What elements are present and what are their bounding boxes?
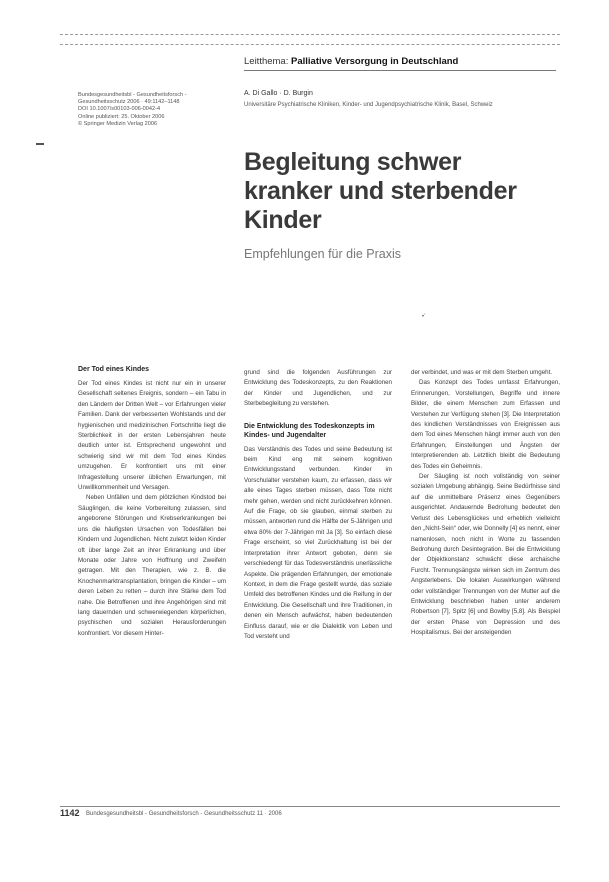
body-paragraph: der verbindet, und was er mit dem Sterben umgeht. [411, 369, 553, 376]
margin-mark [36, 143, 44, 145]
footer-rule [60, 806, 560, 807]
authors: A. Di Gallo · D. Burgin [244, 90, 313, 97]
body-paragraph: Der Tod eines Kindes ist nicht nur ein in unserer Gesellschaft seltenes Ereignis, sondern – ein Tabu in den Ländern der Dritten Welt – vor Erfahrungen vieler Familien. Dank der verbesserten Wohlstands und der hygienischen und medizinischen Fortschritte liegt die Sterblichkeit in der ersten Lebensjahren heute deutlich unter ist. Entsprechend ungewohnt und schwierig sind wir mit dem Tod eines Kindes umzugehen. Er konfrontiert uns mit einer Infragestellung unserer üblichen Erwartungen, mit Unwillkommenheit und Versagen. [78, 380, 226, 492]
journal-citation: Bundesgesundheitsbl - Gesundheitsforsch - Gesundheitsschutz 11 · 2006 [86, 811, 282, 817]
section-heading: Der Tod eines Kindes [78, 366, 150, 373]
body-paragraph: Das Verständnis des Todes und seine Bedeutung ist beim Kind eng mit seinem kognitiven Entwicklungsstand verbunden. Kinder im Vorschulalter verstehen kaum, zu erfassen, dass wir alle eines Tages sterben müssen, dass Tote nicht mehr gehen, werden und nicht zurückkehren können. Auf die Frage, ob sie glauben, einmal sterben zu müssen, antworten rund die Hälfte der 5-Jährigen und etwa 80% der 7-Jährigen mit Ja [3]. So einfach diese Frage erscheint, so viel Zurückhaltung ist bei der Interpretation ihrer Antwort geboten, denn sie verschiedengt für das Todesverständnis unerlässliche Aspekte. Die prägenden Erfahrungen, der emotionale Kontext, in dem die Frage gestellt wurde, das soziale Umfeld des betroffenen Kindes und die Reifung in der Entwicklung. Die Gesellschaft und ihre Traditionen, in denen ein Mensch aufwächst, haben bedeutenden Einfluss darauf, wie er die Dialektik von Leben und Tod versteht und [244, 445, 392, 640]
meta-line: DOI 10.1007/s00103-006-0042-4 [78, 106, 161, 113]
title-line: Begleitung schwer [244, 148, 462, 176]
publication-meta [78, 92, 213, 128]
meta-line: Online publiziert: 25. Oktober 2006 [78, 113, 165, 120]
body-paragraph: grund sind die folgenden Ausführungen zur Entwicklung des Todeskonzepts, zu den Reaktionen der Kinder und Jugendlichen, und zur Sterbebegleitung zu verstehen. [244, 369, 392, 408]
leitthema-topic: Palliative Versorgung in Deutschland [291, 56, 459, 67]
affiliation: Universitäre Psychiatrische Kliniken, Kinder- und Jugendpsychiatrische Klinik, Basel, Schweiz [244, 102, 493, 108]
text-column-1 [78, 365, 226, 801]
meta-line: © Springer Medizin Verlag 2006 [78, 120, 158, 127]
top-dashed-rule [60, 34, 560, 35]
title-line: Kinder [244, 206, 322, 234]
article-title [244, 148, 544, 235]
scan-speck: •’ [422, 314, 426, 320]
leitthema-label [244, 56, 458, 67]
page-number: 1142 [60, 808, 80, 818]
section-heading: Die Entwicklung des Todeskonzepts im Kindes- und Jugendalter [244, 422, 375, 439]
leitthema-rule [244, 70, 556, 71]
meta-line: Bundesgesundheitsbl - Gesundheitsforsch - [78, 92, 187, 98]
top-dashed-rule [60, 44, 560, 45]
body-paragraph: Das Konzept des Todes umfasst Erfahrungen, Erinnerungen, Vorstellungen, Begriffe und innere Bilder, die einem Menschen zum Erfassen und Verstehen zur Verfügung stehen [3]. Die Interpretation des kindlichen Verständnisses von Ereignissen aus dem Tod eines Menschen hängt immer auch von den Erfahrungen, Einstellungen und Ängsten der Interpretierenden ab. Letztlich bleibt die Bedeutung des Todes ein Geheimnis. [411, 379, 560, 470]
body-paragraph: Der Säugling ist noch vollständig von seiner sozialen Umgebung abhängig. Seine Bedürfnisse sind auf die unmittelbare Präsenz eines Gegenübers ausgerichtet. Andauernde Bedrohung bedeutet den Verlust des Lebensglückes und erheblich vielleicht den „Nicht-Sein“ oder, wie Donnelly [4] es nennt, einer namenlosen, noch nicht in Worte zu fassenden Bedrohung durch Desintegration. Bei die Entwicklung der Objektkonstanz schwächt diese archaische Furcht. Trennungsängste wirken sich im Zentrum des Angsterlebens. Die lokalen Auswirkungen während oder vollständiger Trennungen von der Mutter auf die Entwicklung beschrieben haben unter anderem Robertson [7], Spitz [6] und Bowlby [5,8]. Als Beispiel der ersten Phase von Depression und des Hospitalismus. Bei der ansteigenden [411, 473, 560, 637]
article-subtitle: Empfehlungen für die Praxis [244, 247, 402, 261]
meta-line: Gesundheitsschutz 2006 · 49:1142–1148 [78, 99, 180, 106]
body-paragraph: Neben Unfällen und dem plötzlichen Kindstod bei Säuglingen, die keine Vorbereitung zulassen, sind angeborene Störungen und Krebserkrankungen bei uns die häufigsten Ursachen von Todesfällen bei Kindern und Jugendlichen. Nicht zuletzt leiden Kinder oft über lange Zeit an ihrer Erkrankung und über Monate oder Jahre von Hoffnung und Zweifeln getragen. Mit den Therapien, wie z. B. die Knochenmarktransplantation, bringen die Kinder – um deren Leben zu retten – durch ihre Stärke dem Tod nahe. Die Betroffenen und ihre Angehörigen sind mit lang dauernden und schwerwiegenden körperlichen, psychischen und sozialen Herausforderungen konfrontiert. Vor diesem Hinter- [78, 494, 226, 637]
title-line: kranker und sterbender [244, 177, 517, 205]
text-column-2 [244, 368, 392, 801]
leitthema-prefix: Leitthema: [244, 56, 289, 67]
text-column-3 [411, 368, 560, 801]
